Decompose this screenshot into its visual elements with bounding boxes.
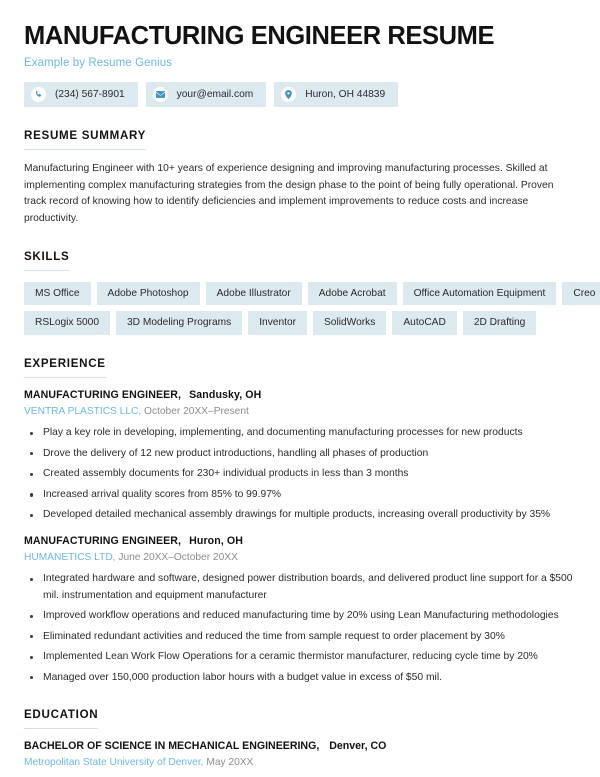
skills-chip-list	[24, 282, 596, 335]
skill-chip: 2D Drafting	[463, 311, 537, 335]
job-bullet-list	[24, 571, 576, 685]
job-meta-row	[24, 406, 576, 417]
skill-chip: Adobe Photoshop	[97, 282, 200, 306]
contact-email-text: your@email.com	[176, 89, 254, 101]
section-heading-experience: EXPERIENCE	[24, 357, 106, 378]
skill-chip: Creo	[562, 282, 600, 306]
job-company: HUMANETICS LTD,	[24, 552, 116, 564]
job-company: VENTRA PLASTICS LLC,	[24, 406, 142, 418]
job-bullet: Managed over 150,000 production labor hours with a budget value in excess of $50 mil.	[24, 670, 576, 686]
skill-chip: Adobe Illustrator	[206, 282, 302, 306]
email-icon	[153, 87, 168, 102]
section-education	[24, 705, 576, 768]
skill-chip: AutoCAD	[392, 311, 456, 335]
contact-badge-phone[interactable]	[24, 82, 138, 107]
job-bullet: Created assembly documents for 230+ individual products in less than 3 months	[24, 466, 576, 482]
education-entry	[24, 740, 576, 768]
contact-info-row	[24, 82, 576, 107]
skill-chip: Office Automation Equipment	[403, 282, 557, 306]
resume-subtitle: Example by Resume Genius	[24, 57, 173, 70]
job-bullet: Eliminated redundant activities and reduced the time from sample request to order placement by 30%	[24, 629, 576, 645]
education-location: Denver, CO	[329, 739, 387, 752]
education-degree-row	[24, 740, 576, 752]
job-bullet: Play a key role in developing, implementing, and documenting manufacturing processes for new products	[24, 425, 576, 441]
job-dates: October 20XX–Present	[144, 406, 249, 418]
section-heading-summary: RESUME SUMMARY	[24, 129, 146, 150]
education-school: Metropolitan State University of Denver,	[24, 756, 204, 768]
job-bullet: Developed detailed mechanical assembly drawings for multiple products, increasing overall productivity by 35%	[24, 507, 576, 523]
contact-badge-location[interactable]	[274, 82, 398, 107]
section-skills	[24, 247, 596, 335]
phone-icon	[31, 87, 46, 102]
education-date: May 20XX	[206, 756, 254, 768]
section-experience	[24, 354, 576, 686]
section-heading-education: EDUCATION	[24, 708, 98, 729]
job-title: MANUFACTURING ENGINEER,	[24, 389, 182, 402]
education-degree: BACHELOR OF SCIENCE IN MECHANICAL ENGINEERING,	[24, 739, 320, 752]
job-title-row	[24, 389, 576, 401]
skill-chip: SolidWorks	[313, 311, 386, 335]
job-title-row	[24, 535, 576, 547]
job-bullet: Implemented Lean Work Flow Operations for a ceramic thermistor manufacturer, reducing cycle time by 20%	[24, 649, 576, 665]
contact-badge-email[interactable]	[146, 82, 267, 107]
skill-chip: Adobe Acrobat	[308, 282, 397, 306]
job-bullet: Integrated hardware and software, designed power distribution boards, and delivered product line support for a $500 mil. instrumentation and equipment manufacturer	[24, 571, 576, 603]
job-location: Huron, OH	[189, 535, 244, 548]
job-bullet: Improved workflow operations and reduced manufacturing time by 20% using Lean Manufacturing methodologies	[24, 608, 576, 624]
skill-chip: 3D Modeling Programs	[116, 311, 242, 335]
job-dates: June 20XX–October 20XX	[118, 552, 238, 564]
job-bullet-list	[24, 425, 576, 523]
skills-row	[24, 282, 596, 306]
job-meta-row	[24, 552, 576, 563]
education-meta-row	[24, 757, 576, 768]
experience-entry	[24, 389, 576, 523]
skills-row	[24, 311, 576, 335]
job-bullet: Drove the delivery of 12 new product introductions, handling all phases of production	[24, 446, 576, 462]
experience-entry	[24, 535, 576, 685]
summary-paragraph: Manufacturing Engineer with 10+ years of experience designing and improving manufacturing processes. Skilled at implementing complex manufacturing strategies from the design phase to the point of being fully operational. Proven track record of knowing how to identify deficiencies and implement improvements to reduce costs and increase productivity.	[24, 163, 554, 225]
job-bullet: Increased arrival quality scores from 85% to 99.97%	[24, 487, 576, 503]
section-resume-summary	[24, 126, 576, 228]
contact-location-text: Huron, OH 44839	[305, 89, 386, 101]
page-title: MANUFACTURING ENGINEER RESUME	[24, 22, 495, 50]
job-title: MANUFACTURING ENGINEER,	[24, 535, 182, 548]
skill-chip: RSLogix 5000	[24, 311, 110, 335]
resume-header	[24, 22, 576, 107]
skill-chip: MS Office	[24, 282, 91, 306]
contact-phone-text: (234) 567-8901	[55, 89, 125, 101]
skill-chip: Inventor	[248, 311, 307, 335]
section-heading-skills: SKILLS	[24, 250, 69, 271]
job-location: Sandusky, OH	[189, 389, 262, 402]
location-pin-icon	[281, 87, 296, 102]
